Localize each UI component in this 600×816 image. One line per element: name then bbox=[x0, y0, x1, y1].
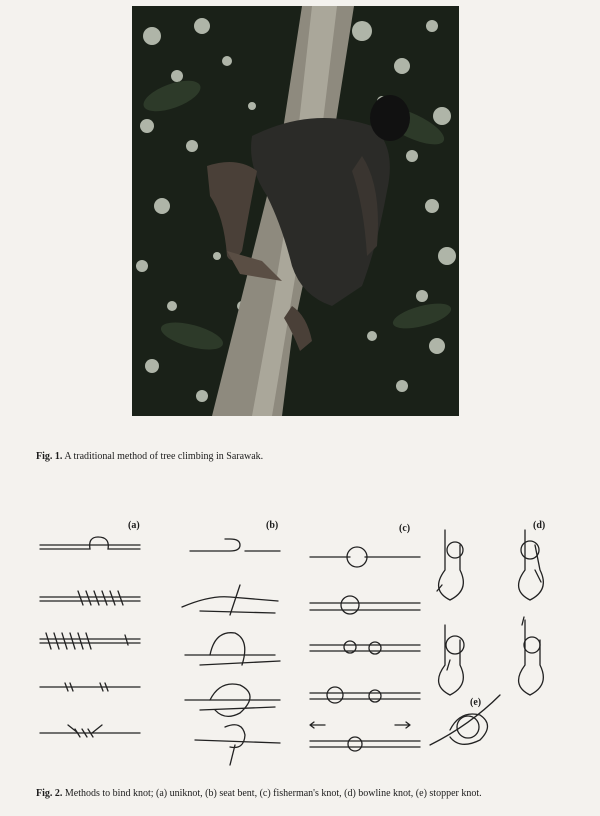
figure-1-caption bbox=[36, 451, 263, 463]
knot-diagram bbox=[30, 515, 575, 780]
figure-2-label: Fig. 2. bbox=[36, 788, 63, 799]
bowline-knot-steps bbox=[437, 530, 543, 695]
panel-label-c: (c) bbox=[399, 523, 411, 534]
panel-label-a: (a) bbox=[128, 520, 140, 531]
figure-1-label: Fig. 1. bbox=[36, 451, 63, 462]
fishermans-knot-steps bbox=[310, 547, 420, 751]
panel-label-b: (b) bbox=[266, 520, 279, 531]
uniknot-steps bbox=[40, 537, 140, 737]
tree-climbing-illustration bbox=[132, 6, 459, 416]
seat-bent-steps bbox=[182, 539, 280, 765]
figure-1-caption-text: A traditional method of tree climbing in Sarawak. bbox=[64, 451, 264, 462]
tree-climbing-photo bbox=[132, 6, 459, 416]
panel-label-e: (e) bbox=[470, 697, 482, 708]
figure-2-caption bbox=[36, 788, 482, 800]
panel-label-d: (d) bbox=[533, 520, 546, 531]
figure-2-caption-text: Methods to bind knot; (a) uniknot, (b) seat bent, (c) fisherman's knot, (d) bowline knot, (e) stopper knot. bbox=[64, 788, 482, 799]
knot-drawings bbox=[30, 515, 575, 780]
stopper-knot-steps bbox=[430, 695, 500, 745]
